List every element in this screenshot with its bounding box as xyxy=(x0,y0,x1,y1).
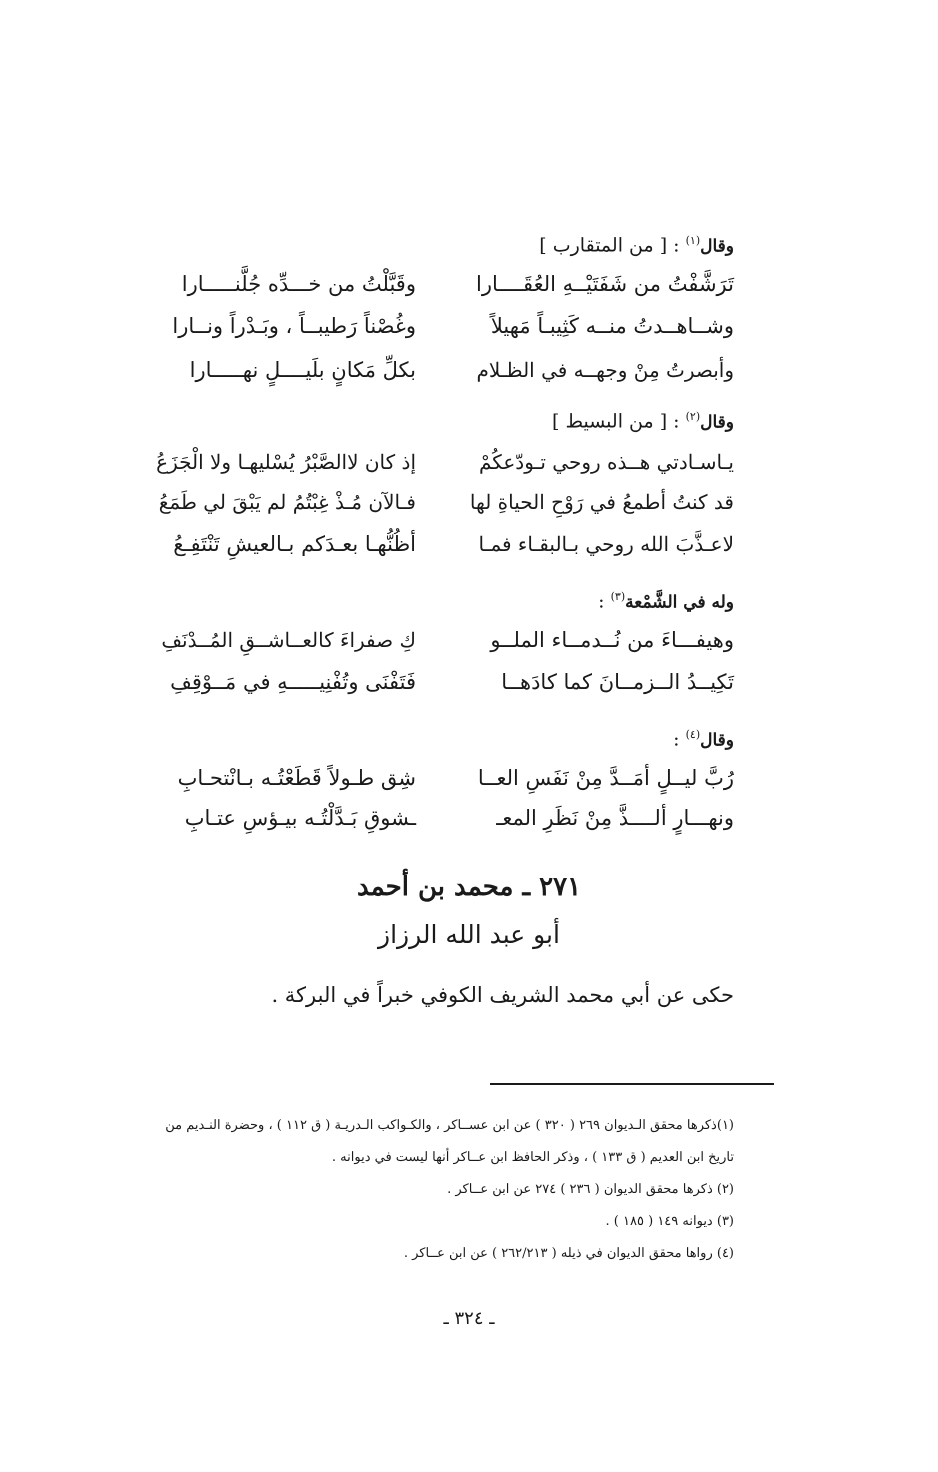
verse-first-hemistich: ونهـــارٍ ألــــذَّ مِنْ نَظَرِ المعـ xyxy=(496,806,734,830)
meter-label: : xyxy=(673,728,680,751)
verse-second-hemistich: وغُصْناً رَطيبــاً ، وبَـدْراً ونــارا xyxy=(172,314,416,338)
footnote-line: (٢) ذكرها محقق الديوان ( ٢٣٦ ) ٢٧٤ عن ابن عــاكر . xyxy=(447,1182,734,1197)
verse-second-hemistich: وقَبَّلْتُ من خـــدِّه جُلَّنـــــارا xyxy=(181,272,416,296)
verse-second-hemistich: شِق طـولاً قَطَعْتُـه بـانْتحـابِ xyxy=(177,766,416,790)
verse-second-hemistich: ـشوقِ بَـدَّلْتُـه بيـؤسِ عتـابِ xyxy=(184,806,416,830)
verse-line xyxy=(150,806,734,846)
verse-line xyxy=(150,358,734,398)
verse-second-hemistich: إذ كان لاالصَّبْرُ يُسْليهـا ولا الْجَزَعُ xyxy=(156,450,416,474)
intro-lead: وقال xyxy=(700,730,734,751)
footnote-line: تاريخ ابن العديم ( ق ١٣٣ ) ، وذكر الحافظ ابن عــاكر أنها ليست في ديوانه . xyxy=(331,1150,734,1165)
verse-second-hemistich: أظُنُّهـا بعـدَكم بـالعيشِ تَنْتَفِـعُ xyxy=(173,532,416,556)
intro-lead: وقال xyxy=(700,236,734,257)
verse-first-hemistich: وشــاهــدتُ منــه كَثِيبـاً مَهيلاً xyxy=(490,314,734,338)
verse-line xyxy=(150,314,734,354)
footnote-ref: (٢) xyxy=(685,410,701,423)
footnote-divider xyxy=(490,1083,774,1085)
footnote-ref: (٤) xyxy=(685,728,701,741)
footnote-line: (٤) رواها محقق الديوان في ذيله ( ٢٦٢/٢١٣ ) عن ابن عــاكر . xyxy=(403,1246,734,1261)
entry-title: ٢٧١ ـ محمد بن أحمد xyxy=(356,872,582,902)
verse-second-hemistich: فـالآن مُـذْ غِبْتُمُ لم يَبْقَ لي طَمَعُ xyxy=(158,490,416,514)
meter-label: : [ من البسيط ] xyxy=(552,410,680,433)
verse-line xyxy=(150,490,734,530)
verse-line xyxy=(150,628,734,668)
verse-second-hemistich: كِ صفراءَ كالعــاشــقِ المُــدْنَفِ xyxy=(161,628,416,652)
verse-line xyxy=(150,272,734,312)
entry-kunya: أبو عبد الله الرزاز xyxy=(378,920,560,949)
verse-first-hemistich: وهيفـــاءَ من نُــدمــاء الملــو xyxy=(490,628,734,652)
verse-first-hemistich: تَكِيــدُ الــزمــانَ كما كادَهــا xyxy=(501,670,734,694)
verse-first-hemistich: تَرَشَّفْتُ من شَفَتَيْــهِ العُقَــــارا xyxy=(476,272,734,296)
verse-second-hemistich: بكلِّ مَكانٍ بلَيــــلٍ نهـــــارا xyxy=(189,358,416,382)
poem-intro xyxy=(539,234,734,256)
verse-first-hemistich: وأبصرتُ مِنْ وجهــه في الظـلام xyxy=(476,358,734,382)
verse-second-hemistich: فَتَفْنَى وتُفْنِيـــــهِ في مَــوْقِفِ xyxy=(170,670,416,694)
footnote-ref: (٣) xyxy=(610,590,626,603)
meter-label: : xyxy=(598,590,605,613)
verse-first-hemistich: يـاسـادتي هــذه روحي تـودّعكُمْ xyxy=(479,450,734,474)
footnote-line: (٣) ديوانه ١٤٩ ( ١٨٥ ) . xyxy=(605,1214,734,1229)
footnote-ref: (١) xyxy=(685,234,701,247)
verse-line xyxy=(150,532,734,572)
verse-first-hemistich: لاعـذَّبَ الله روحي بـالبقـاء فمـا xyxy=(478,532,734,556)
entry-text: حكى عن أبي محمد الشريف الكوفي خبراً في البركة . xyxy=(271,983,734,1007)
meter-label: : [ من المتقارب ] xyxy=(539,234,680,257)
poem-intro xyxy=(673,728,734,750)
intro-lead: وله في الشَّمْعة xyxy=(625,592,734,613)
verse-first-hemistich: قد كنتُ أطمعُ في رَوْحِ الحياةِ لها xyxy=(469,490,734,514)
footnote-line: (١)ذكرها محقق الـديوان ٢٦٩ ( ٣٢٠ ) عن ابن عســاكر ، والكـواكب الـدريـة ( ق ١١٢ ) ، وحضرة النـديم من xyxy=(165,1118,734,1133)
verse-line xyxy=(150,670,734,710)
verse-line xyxy=(150,766,734,806)
page-number: ـ ٣٢٤ ـ xyxy=(443,1308,495,1329)
intro-lead: وقال xyxy=(700,412,734,433)
poem-intro xyxy=(552,410,734,432)
verse-first-hemistich: رُبَّ ليــلٍ أمَــدَّ مِنْ نَفَسِ العــا xyxy=(477,766,734,790)
verse-line xyxy=(150,450,734,490)
poem-intro xyxy=(598,590,734,612)
